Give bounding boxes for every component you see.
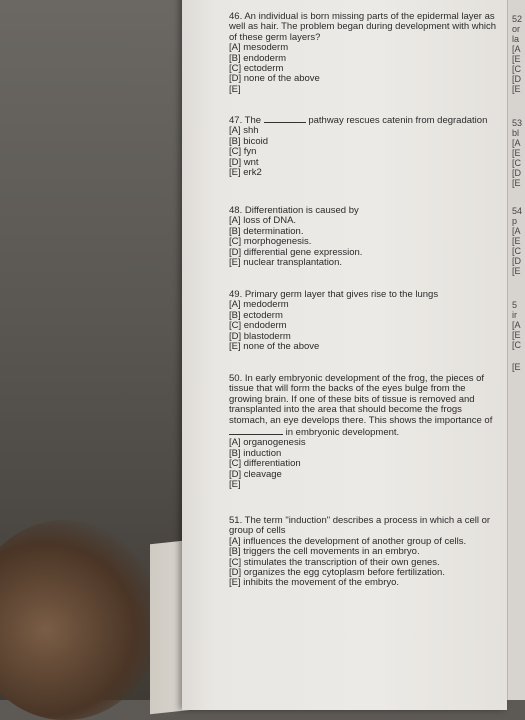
question-51 [229,516,499,589]
option-c: [C] stimulates the transcription of their own genes. [229,556,440,568]
edge-fragment: [C [512,340,521,350]
edge-fragment: [E [512,266,521,276]
option-a: [A] influences the development of another group of cells. [229,535,467,547]
option-a: [A] organogenesis [229,437,306,449]
question-text-end: in embryonic development. [285,427,400,439]
edge-fragment: [E [512,148,521,158]
option-e: [E] erk2 [229,167,262,179]
edge-fragment: or [512,24,521,34]
edge-fragment: la [512,34,520,44]
option-b: [B] endoderm [229,52,287,64]
edge-fragment: [C [512,64,521,74]
fill-in-blank [229,426,283,435]
edge-fragment: p [512,216,518,226]
edge-fragment: [E [512,54,521,64]
option-b: [B] triggers the cell movements in an embryo. [229,546,420,558]
question-text: 48. Differentiation is caused by [229,205,359,216]
option-c: [C] endoderm [229,320,287,332]
option-e: [E] none of the above [229,341,320,353]
edge-fragment: 53 [512,118,523,128]
edge-fragment: [E [512,178,521,188]
option-c: [C] ectoderm [229,63,284,75]
option-b: [B] determination. [229,225,304,237]
question-text-start: 50. In early embryonic development of the frog, the pieces of tissue that will form the backs of the eyes bulge from the growing brain. If one of these bits of tissue is removed and transplanted into the area that should become the frogs stomach, an eye develops there. This shows the importance of [229,373,493,426]
question-text: 46. An individual is born missing parts of the epidermal layer as well as hair. The problem began during development with which of these germ layers? [229,11,497,43]
option-c: [C] morphogenesis. [229,236,312,248]
option-d: [D] differential gene expression. [229,246,363,258]
edge-fragment: [C [512,158,521,168]
edge-fragment: 54 [512,206,523,216]
option-d: [D] wnt [229,156,259,168]
edge-fragment: [A [512,44,521,54]
option-c: [C] differentiation [229,458,301,470]
question-46 [229,12,499,95]
edge-fragment: [E [512,330,521,340]
question-text-start: 47. The [229,115,262,126]
option-d: [D] organizes the egg cytoplasm before fertilization. [229,567,445,579]
option-a: [A] loss of DNA. [229,215,297,227]
option-e: [E] inhibits the movement of the embryo. [229,577,400,589]
option-a: [A] shh [229,125,259,137]
edge-fragment: [A [512,226,521,236]
edge-fragment: 52 [512,14,523,24]
edge-fragment: [D [512,256,521,266]
edge-fragment: [E [512,236,521,246]
question-48 [229,206,499,268]
edge-fragment: [A [512,320,521,330]
option-b: [B] bicoid [229,135,269,147]
question-50 [229,374,499,490]
question-text: 49. Primary germ layer that gives rise to the lungs [229,289,439,300]
option-a: [A] medoderm [229,299,289,311]
edge-fragment: [D [512,74,521,84]
next-page-edge [507,0,525,700]
edge-fragment: [E [512,362,521,372]
question-text-end: pathway rescues catenin from degradation [308,115,488,126]
option-b: [B] ectoderm [229,309,283,321]
edge-fragment: bl [512,128,520,138]
option-e: [E] nuclear transplantation. [229,257,343,269]
option-a: [A] mesoderm [229,42,289,54]
question-text: 51. The term "induction" describes a process in which a cell or group of cells [229,515,491,537]
question-text [229,374,499,438]
option-d: [D] blastoderm [229,330,291,342]
edge-fragment: ir [512,310,517,320]
option-c: [C] fyn [229,146,257,158]
edge-fragment: [C [512,246,521,256]
edge-fragment: [A [512,138,521,148]
edge-fragment: 5 [512,300,518,310]
edge-fragment: [E [512,84,521,94]
question-49 [229,290,499,352]
question-text [229,114,499,126]
worksheet-page [182,0,507,710]
question-47 [229,114,499,178]
option-b: [B] induction [229,447,282,459]
option-d: [D] none of the above [229,73,320,85]
edge-fragment: [D [512,168,521,178]
option-e: [E] [229,479,241,491]
option-e: [E] [229,83,241,95]
fill-in-blank [264,114,306,123]
option-d: [D] cleavage [229,468,282,480]
